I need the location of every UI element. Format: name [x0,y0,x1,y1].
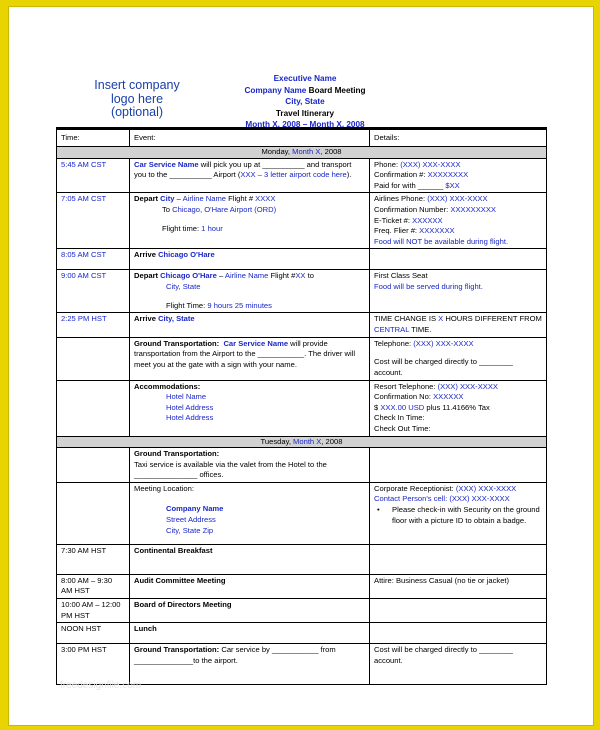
row-event [130,193,370,249]
row-details [370,270,547,313]
event-text: – [174,194,183,204]
row-time [57,380,130,436]
security-note: • Please check-in with Security on the ground floor with a picture ID to obtain a badge. [374,505,542,526]
table-row [57,313,547,337]
table-header-row [57,129,547,147]
event-line [134,449,365,460]
event-line [134,301,365,312]
header-time: Time: [57,129,130,147]
table-row [57,544,547,574]
row-event [130,599,370,623]
row-event [130,623,370,644]
row-event [130,448,370,483]
detail-label: Confirmation #: [374,170,428,180]
airline-name: Airline Name [182,194,227,204]
row-event [130,380,370,436]
detail-value: (XXX) XXX-XXXX [455,483,517,493]
event-highlight: Chicago O'Hare [160,271,217,281]
event-text: Ground Transportation: [134,449,220,459]
day-suffix: , 2008 [320,147,342,156]
event-line [134,403,365,414]
detail-value: (XXX) XXX-XXXX [427,194,488,204]
row-time: 7:30 AM HST [57,544,130,574]
table-row [57,482,547,544]
flight-number: XXXX [255,194,276,204]
itinerary-header [199,73,411,131]
row-details [370,448,547,483]
car-service-name: Car Service Name [134,159,199,169]
logo-line-2: logo here [110,91,164,106]
detail-label: Confirmation No: [374,392,434,402]
detail-value: $XX [445,180,460,190]
event-line [134,205,365,216]
event-line [134,392,365,403]
destination: City, State [166,281,201,291]
detail-line: Food will be served during flight. [374,281,483,291]
event-text: – [216,271,225,281]
row-event [130,644,370,685]
document-title: Travel Itinerary [275,108,335,118]
detail-value: XXXXXXXX [427,170,469,180]
event-text: Depart [134,194,161,204]
row-time: 5:45 AM CST [57,158,130,193]
event-line [134,526,365,537]
table-row [57,337,547,380]
row-details [370,623,547,644]
detail-line [374,339,542,350]
event-text: Continental Breakfast [134,545,213,555]
row-event [130,544,370,574]
detail-value: XXXXXXXXX [450,204,496,214]
row-details [370,544,547,574]
day-row-tuesday [57,436,547,448]
itinerary-table [56,127,547,685]
row-time: 9:00 AM CST [57,270,130,313]
row-event [130,158,370,193]
event-text: Arrive [134,250,159,260]
detail-text: TIME. [409,324,432,334]
row-time [57,482,130,544]
event-text: Board of Directors Meeting [134,600,232,610]
logo-placeholder [81,79,193,120]
day-suffix: , 2008 [321,436,343,446]
detail-value: XXX.00 USD [380,402,425,412]
detail-line [374,484,542,495]
date-range: Month X, 2008 – Month X, 2008 [245,120,365,129]
city-state: City, State [285,97,325,106]
detail-line [374,392,542,403]
event-text: Flight Time: [166,300,208,310]
detail-value: X [438,314,444,324]
detail-label: Confirmation Number: [374,204,451,214]
detail-line [374,382,542,393]
row-details: Cost will be charged directly to ________ account. [370,644,547,685]
row-event [130,482,370,544]
detail-line: First Class Seat [374,271,428,281]
day-prefix: Monday, [261,147,293,156]
event-line [134,515,365,526]
city-state-zip: City, State Zip [166,525,214,535]
hotel-address: Hotel Address [166,413,214,423]
event-highlight: City [160,194,175,204]
event-line [134,282,365,293]
row-details [370,599,547,623]
event-text: to [305,271,314,281]
event-text: Arrive [134,314,159,324]
detail-line: Check In Time: [374,413,425,423]
row-time [57,448,130,483]
day-prefix: Tuesday, [260,436,294,446]
detail-value: (XXX) XXX-XXXX [413,338,474,348]
destination: Chicago, O'Hare Airport (ORD) [172,204,277,214]
event-text: ). [346,170,352,180]
detail-line [374,205,542,216]
logo-line-3: (optional) [110,105,164,119]
row-event [130,270,370,313]
row-time: 2:25 PM HST [57,313,130,337]
detail-blank: ______ [417,180,446,190]
event-text: Ground Transportation: [134,338,220,348]
detail-text: HOURS DIFFERENT FROM [443,314,542,324]
spacer [374,349,542,357]
event-highlight: Chicago O'Hare [158,250,215,260]
row-details [370,313,547,337]
detail-label: Freq. Flier #: [374,226,420,236]
event-line [134,382,365,393]
executive-name: Executive Name [273,74,337,83]
detail-value: (XXX) XXX-XXXX [437,381,498,391]
event-line [134,271,365,282]
day-month: Month X [292,147,321,156]
event-line [134,413,365,424]
row-time: 10:00 AM – 12:00 PM HST [57,599,130,623]
detail-line [374,403,542,414]
row-time: 3:00 PM HST [57,644,130,685]
car-service-name: Car Service Name [223,338,289,348]
street-address: Street Address [166,515,216,525]
spacer [134,293,365,301]
event-text: will provide transportation from the Airport to the ___________. The driver will meet you at the gate with a sign with your name. [134,338,356,369]
meeting-suffix: Board Meeting [306,85,366,95]
airline-name: Airline Name [224,271,269,281]
detail-line [374,216,542,227]
row-time [57,337,130,380]
detail-label: Paid for with [374,180,418,190]
event-text: Flight time: [162,223,202,233]
table-row [57,249,547,270]
detail-value: (XXX) XXX-XXXX [449,494,510,504]
detail-label: Resort Telephone: [374,381,438,391]
event-text: To [162,204,173,214]
row-details [370,158,547,193]
event-line: Taxi service is available via the valet from the Hotel to the _______________ offices. [134,459,327,480]
flight-number: XX [295,271,306,281]
detail-label: E-Ticket #: [374,215,413,225]
table-row [57,574,547,598]
watermark: freedesignfile.com [60,680,142,691]
detail-label: Phone: [374,159,401,169]
row-time: NOON HST [57,623,130,644]
event-line [134,194,365,205]
row-event [130,574,370,598]
table-row [57,599,547,623]
detail-line [374,160,542,171]
event-text: Flight # [226,194,256,204]
row-details: Attire: Business Casual (no tie or jacket) [370,574,547,598]
flight-time: 9 hours 25 minutes [207,300,272,310]
header-event: Event: [130,129,370,147]
detail-value: XXXXXXX [419,226,455,236]
detail-line [374,226,542,237]
table-row [57,270,547,313]
detail-text: plus 11.4166% Tax [424,402,490,412]
detail-line: Check Out Time: [374,423,431,433]
detail-label: Contact Person's cell: [374,494,450,504]
spacer [134,494,365,504]
event-text: Ground Transportation: [134,645,220,655]
row-details [370,193,547,249]
table-row [57,380,547,436]
day-month: Month X [293,436,322,446]
hotel-address: Hotel Address [166,402,214,412]
row-time: 8:05 AM CST [57,249,130,270]
detail-line [374,170,542,181]
detail-value: (XXX) XXX-XXXX [400,159,461,169]
detail-line [374,194,542,205]
table-row [57,644,547,685]
meeting-title [199,85,411,97]
event-line [134,504,365,515]
row-event [130,337,370,380]
logo-line-1: Insert company [94,78,180,92]
event-line [134,224,365,235]
table-row [57,448,547,483]
event-text: Lunch [134,624,157,634]
detail-label: Corporate Receptionist: [374,483,456,493]
event-text: Depart [134,271,161,281]
row-details [370,482,547,544]
row-event [130,313,370,337]
row-details [370,380,547,436]
row-time: 8:00 AM – 9:30 AM HST [57,574,130,598]
table-row [57,193,547,249]
detail-label: $ [374,402,381,412]
header-details: Details: [370,129,547,147]
detail-line [374,494,542,505]
detail-line [374,181,542,192]
detail-label: Telephone: [374,338,414,348]
detail-line: Food will NOT be available during flight. [374,236,509,246]
detail-text: TIME CHANGE IS [374,314,439,324]
hotel-name: Hotel Name [166,392,207,402]
row-time: 7:05 AM CST [57,193,130,249]
day-row-monday [57,147,547,159]
detail-line: Cost will be charged directly to ________ account. [374,357,513,377]
event-text: Audit Committee Meeting [134,575,226,585]
event-text: Car service by ___________ from ______________to the airport. [134,645,336,665]
spacer [134,216,365,224]
event-line: Meeting Location: [134,483,194,493]
event-text: Flight # [268,271,296,281]
company-name: Company Name [166,504,224,514]
airport-code: XXX – 3 letter airport code here [240,170,347,180]
detail-value: XXXXXX [412,215,443,225]
detail-label: Airlines Phone: [374,194,428,204]
flight-time: 1 hour [201,223,223,233]
event-text: will pick you up at __________ and transport you to the __________ Airport ( [134,159,352,180]
table-row [57,158,547,193]
detail-value: CENTRAL [374,324,410,334]
event-highlight: City, State [158,314,195,324]
company-name: Company Name [244,85,307,95]
row-event [130,249,370,270]
table-row [57,623,547,644]
row-details [370,249,547,270]
event-text: Accommodations: [134,381,201,391]
row-details [370,337,547,380]
detail-value: XXXXXX [433,392,464,402]
